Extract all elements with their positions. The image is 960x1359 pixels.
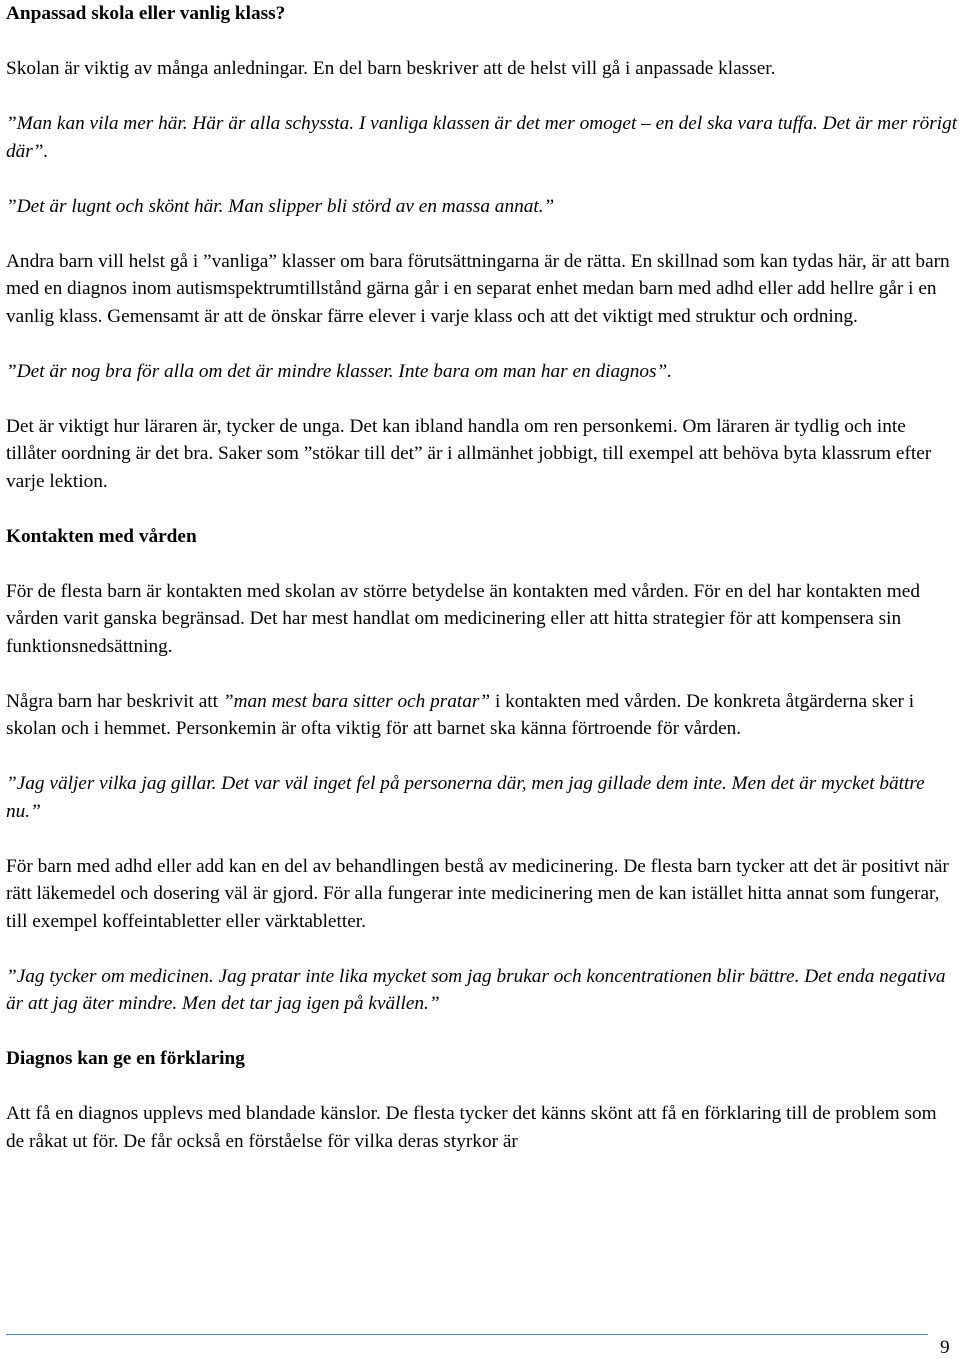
- page-number: 9: [940, 1337, 950, 1358]
- paragraph: Andra barn vill helst gå i ”vanliga” klasser om bara förutsättningarna är de rätta. En skillnad som kan tydas här, är att barn med en diagnos inom autismspektrumtillstånd gärna går i en separat enhet medan barn med adhd eller add hellre går i en vanlig klass. Gemensamt är att de önskar färre elever i varje klass och att det viktigt med struktur och ordning.: [6, 250, 950, 327]
- section-heading-anpassad-skola: Anpassad skola eller vanlig klass?: [6, 3, 286, 24]
- section-heading-kontakten-med-varden: Kontakten med vården: [6, 525, 197, 547]
- quote: ”Jag väljer vilka jag gillar. Det var väl inget fel på personerna där, men jag gillade dem inte. Men det är mycket bättre nu.”: [6, 773, 925, 822]
- paragraph: Att få en diagnos upplevs med blandade känslor. De flesta tycker det känns skönt att få en förklaring till de problem som de råkat ut för. De får också en förståelse för vilka deras styrkor är: [6, 1103, 937, 1152]
- footer-divider: [6, 1334, 928, 1335]
- paragraph-text: i kontakten med vården. De konkreta åtgärderna sker i skolan och i hemmet. Personkemin är ofta viktig för att barnet ska känna förtroende för vården.: [6, 690, 915, 739]
- quote: ”Det är nog bra för alla om det är mindre klasser. Inte bara om man har en diagnos”.: [6, 360, 673, 382]
- paragraph-text: Några barn har beskrivit att: [6, 690, 223, 712]
- section-heading-diagnos: Diagnos kan ge en förklaring: [6, 1048, 245, 1069]
- quote: ”Det är lugnt och skönt här. Man slipper bli störd av en massa annat.”: [6, 195, 555, 217]
- paragraph: Det är viktigt hur läraren är, tycker de unga. Det kan ibland handla om ren personkemi. Om läraren är tydlig och inte tillåter oordning är det bra. Saker som ”stökar till det” är i allmänhet jobbigt, till exempel att behöva byta klassrum efter varje lektion.: [6, 415, 932, 492]
- paragraph: [6, 688, 958, 743]
- quote: ”Man kan vila mer här. Här är alla schyssta. I vanliga klassen är det mer omoget – en del ska vara tuffa. Det är mer rörigt där”.: [6, 113, 958, 162]
- quote: ”Jag tycker om medicinen. Jag pratar inte lika mycket som jag brukar och koncentrationen blir bättre. Det enda negativa är att jag äter mindre. Men det tar jag igen på kvällen.”: [6, 965, 946, 1014]
- paragraph: Skolan är viktig av många anledningar. En del barn beskriver att de helst vill gå i anpassade klasser.: [6, 58, 776, 79]
- inline-quote: ”man mest bara sitter och pratar”: [222, 690, 491, 712]
- page-content: [6, 0, 958, 1155]
- paragraph: För de flesta barn är kontakten med skolan av större betydelse än kontakten med vården. För en del har kontakten med vården varit ganska begränsad. Det har mest handlat om medicinering eller att hitta strategier för att kompensera sin funktionsnedsättning.: [6, 580, 920, 657]
- paragraph: För barn med adhd eller add kan en del av behandlingen bestå av medicinering. De flesta barn tycker att det är positivt när rätt läkemedel och dosering väl är gjord. För alla fungerar inte medicinering men de kan istället hitta annat som fungerar, till exempel koffeintabletter eller värktabletter.: [6, 855, 949, 932]
